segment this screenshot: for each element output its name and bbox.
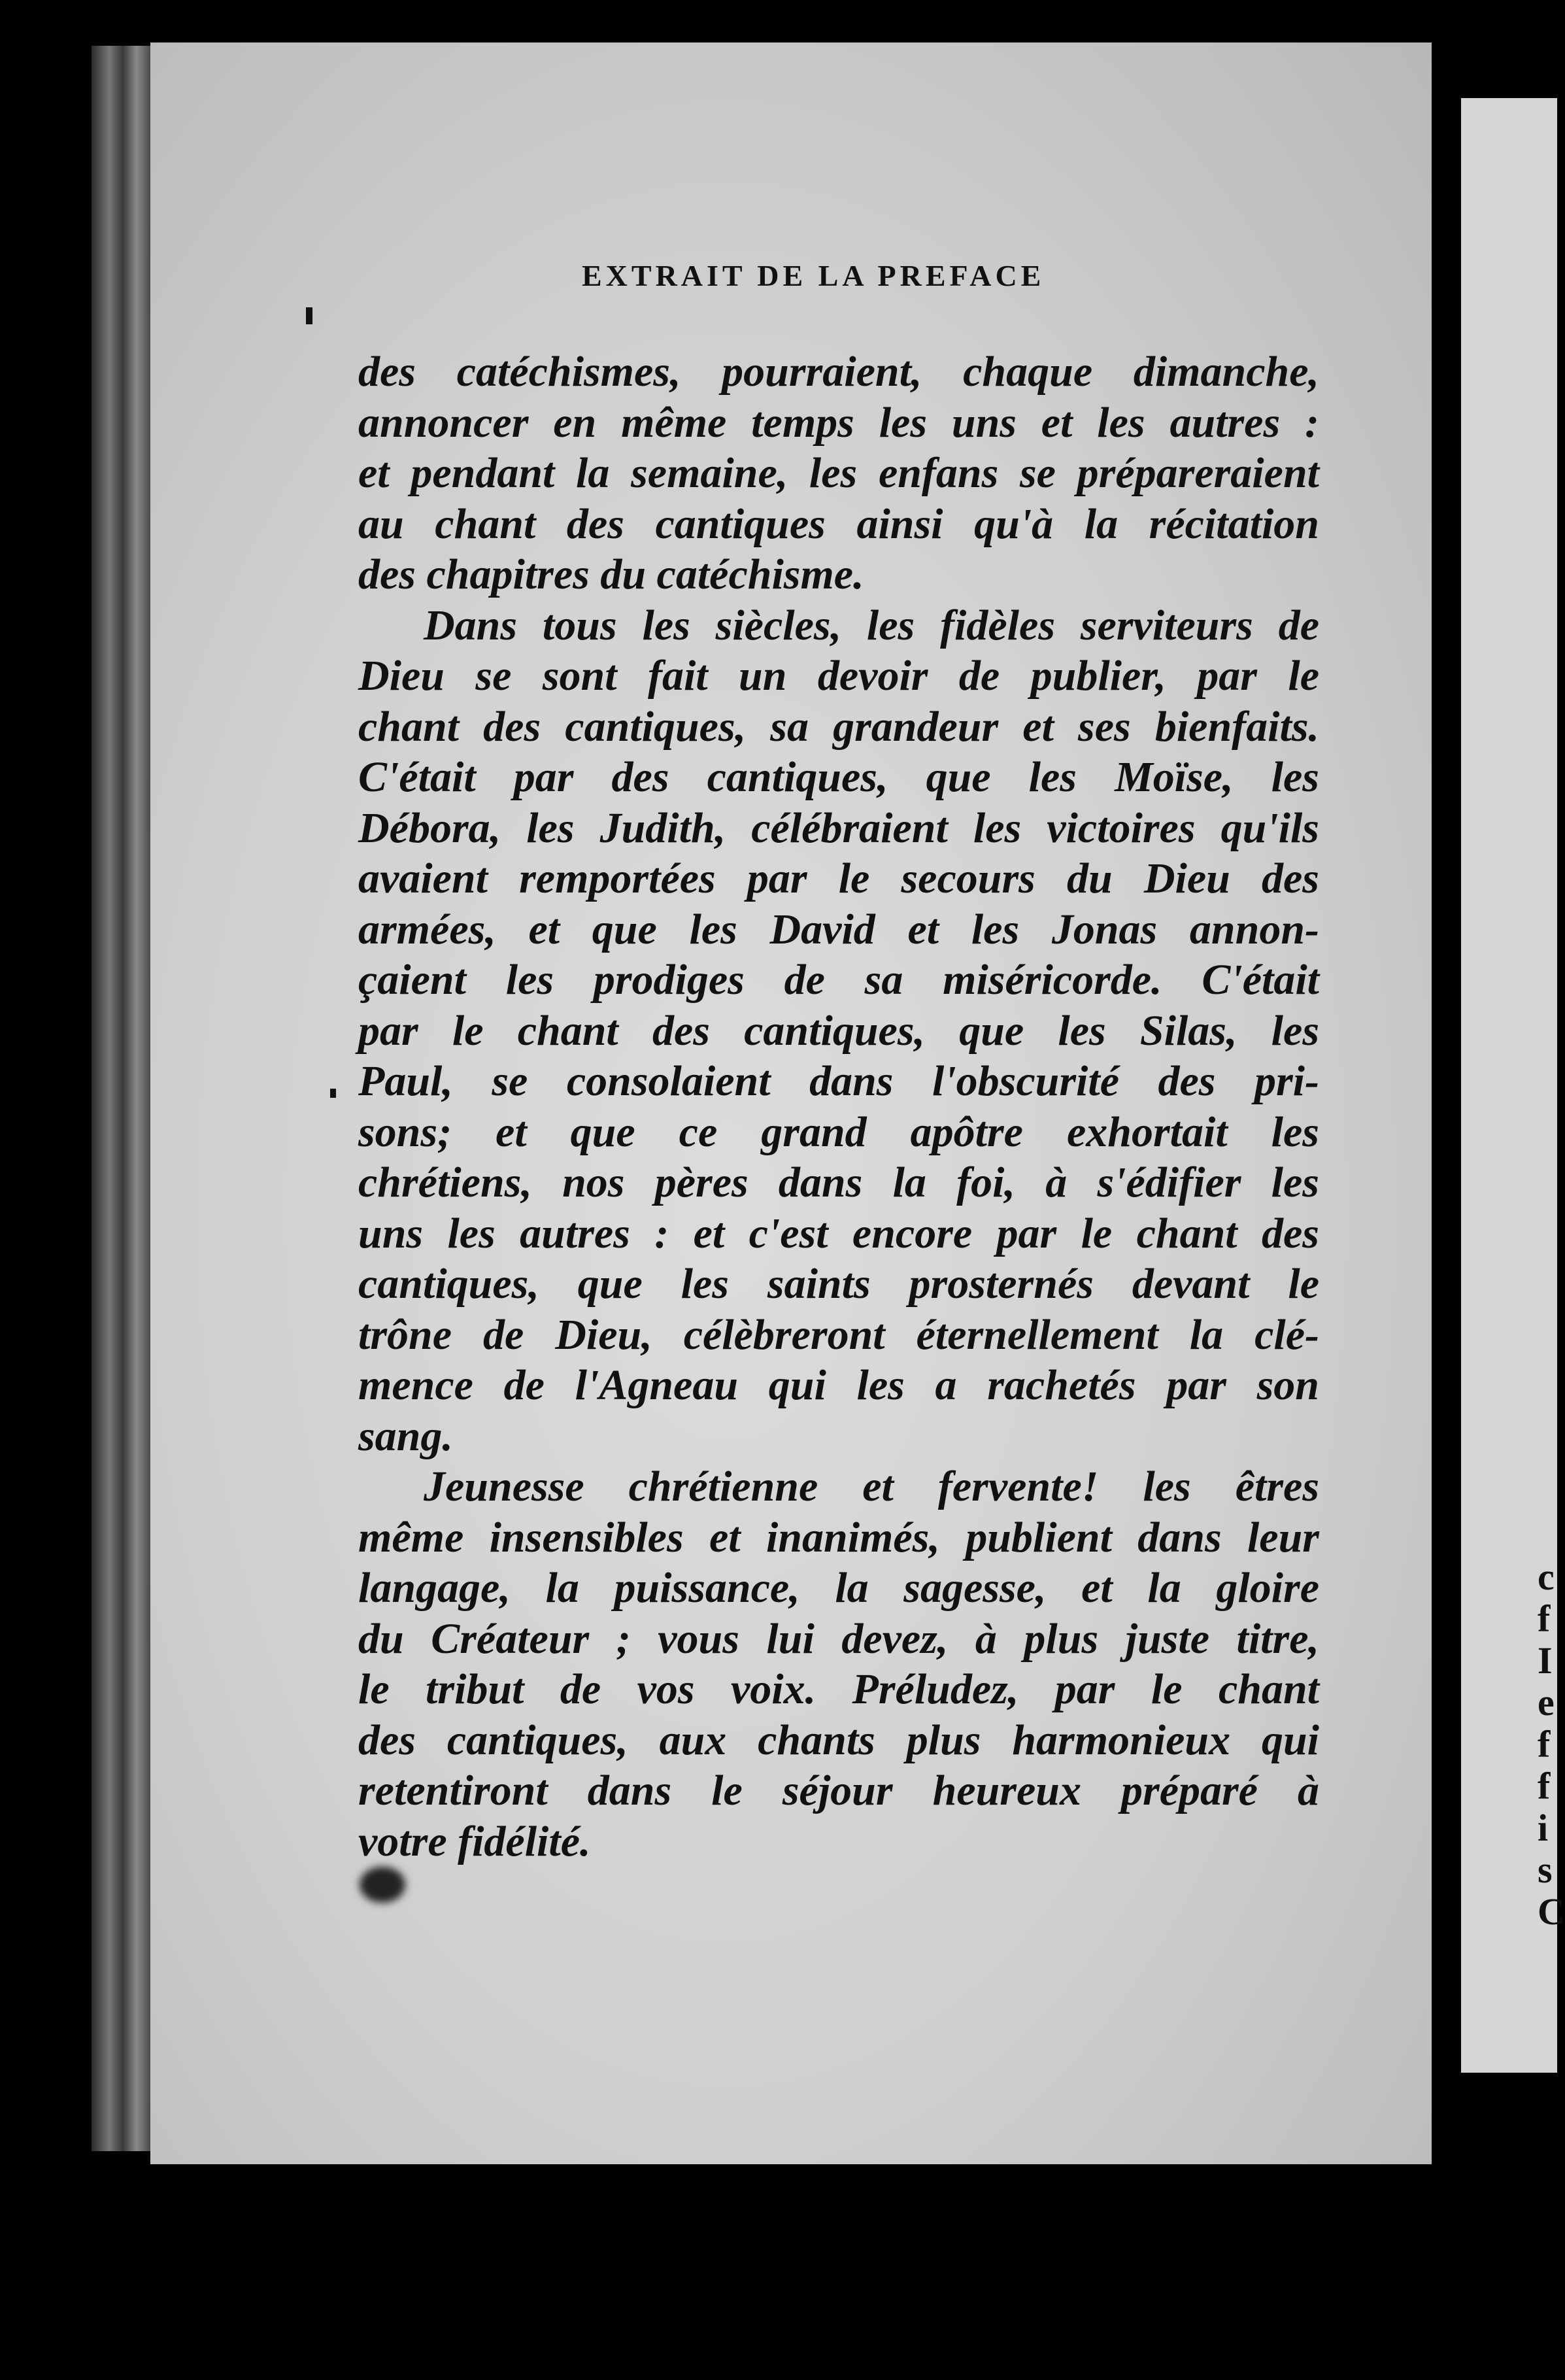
text-line: annoncer en même temps les uns et les autres : <box>358 398 1319 447</box>
facing-letter: C <box>1538 1890 1565 1933</box>
text-line: Dans tous les siècles, les fidèles serviteurs de <box>424 601 1319 649</box>
text-line: çaient les prodiges de sa miséricorde. C'était <box>358 956 1319 1004</box>
text-line: votre fidélité. <box>358 1817 591 1865</box>
text-line: mence de l'Agneau qui les a rachetés par son <box>358 1361 1319 1409</box>
facing-letter: f <box>1538 1597 1551 1640</box>
text-line: par le chant des cantiques, que les Silas, les <box>358 1006 1319 1055</box>
ink-blot <box>360 1867 405 1903</box>
text-line: et pendant la semaine, les enfans se prépareraient <box>358 449 1319 497</box>
text-line: le tribut de vos voix. Préludez, par le chant <box>358 1665 1319 1713</box>
facing-letter: e <box>1538 1681 1555 1724</box>
text-line: armées, et que les David et les Jonas annon- <box>358 905 1319 953</box>
text-line: des cantiques, aux chants plus harmonieux qui <box>358 1716 1319 1764</box>
facing-letter: f <box>1538 1723 1551 1765</box>
facing-letter: s <box>1538 1848 1553 1891</box>
running-header: EXTRAIT DE LA PREFACE <box>582 259 1045 292</box>
text-line: des catéchismes, pourraient, chaque dimanche, <box>358 348 1319 396</box>
text-line: Dieu se sont fait un devoir de publier, par le <box>358 652 1319 700</box>
text-line: au chant des cantiques ainsi qu'à la récitation <box>358 500 1319 548</box>
margin-mark <box>330 1089 336 1098</box>
text-line: du Créateur ; vous lui devez, à plus juste titre, <box>358 1614 1319 1663</box>
facing-letter: i <box>1538 1807 1549 1849</box>
text-line: chant des cantiques, sa grandeur et ses bienfaits. <box>358 702 1319 751</box>
facing-letter: I <box>1538 1639 1553 1682</box>
text-line: sons; et que ce grand apôtre exhortait les <box>358 1108 1319 1156</box>
text-line: langage, la puissance, la sagesse, et la gloire <box>358 1564 1319 1612</box>
margin-mark <box>306 307 312 324</box>
text-line: uns les autres : et c'est encore par le chant des <box>358 1209 1319 1257</box>
facing-letter: c <box>1538 1556 1555 1598</box>
text-line: avaient remportées par le secours du Dieu des <box>358 855 1319 902</box>
text-line: même insensibles et inanimés, publient dans leur <box>358 1513 1319 1561</box>
text-line: sang. <box>358 1412 453 1460</box>
text-line: cantiques, que les saints prosternés devant le <box>358 1260 1319 1308</box>
text-line: des chapitres du catéchisme. <box>358 551 864 598</box>
body-text <box>358 347 1319 1867</box>
facing-letter: f <box>1538 1765 1551 1807</box>
text-line: Jeunesse chrétienne et fervente! les êtres <box>424 1463 1319 1510</box>
text-line: Débora, les Judith, célébraient les victoires qu'ils <box>358 804 1319 852</box>
text-line: Paul, se consolaient dans l'obscurité des pri- <box>358 1057 1319 1105</box>
text-line: C'était par des cantiques, que les Moïse, les <box>358 753 1319 801</box>
facing-page-letters <box>1538 1556 1565 1933</box>
text-line: retentiront dans le séjour heureux préparé à <box>358 1767 1319 1814</box>
text-line: trône de Dieu, célèbreront éternellement la clé- <box>358 1310 1319 1359</box>
text-line: chrétiens, nos pères dans la foi, à s'édifier les <box>358 1159 1319 1206</box>
